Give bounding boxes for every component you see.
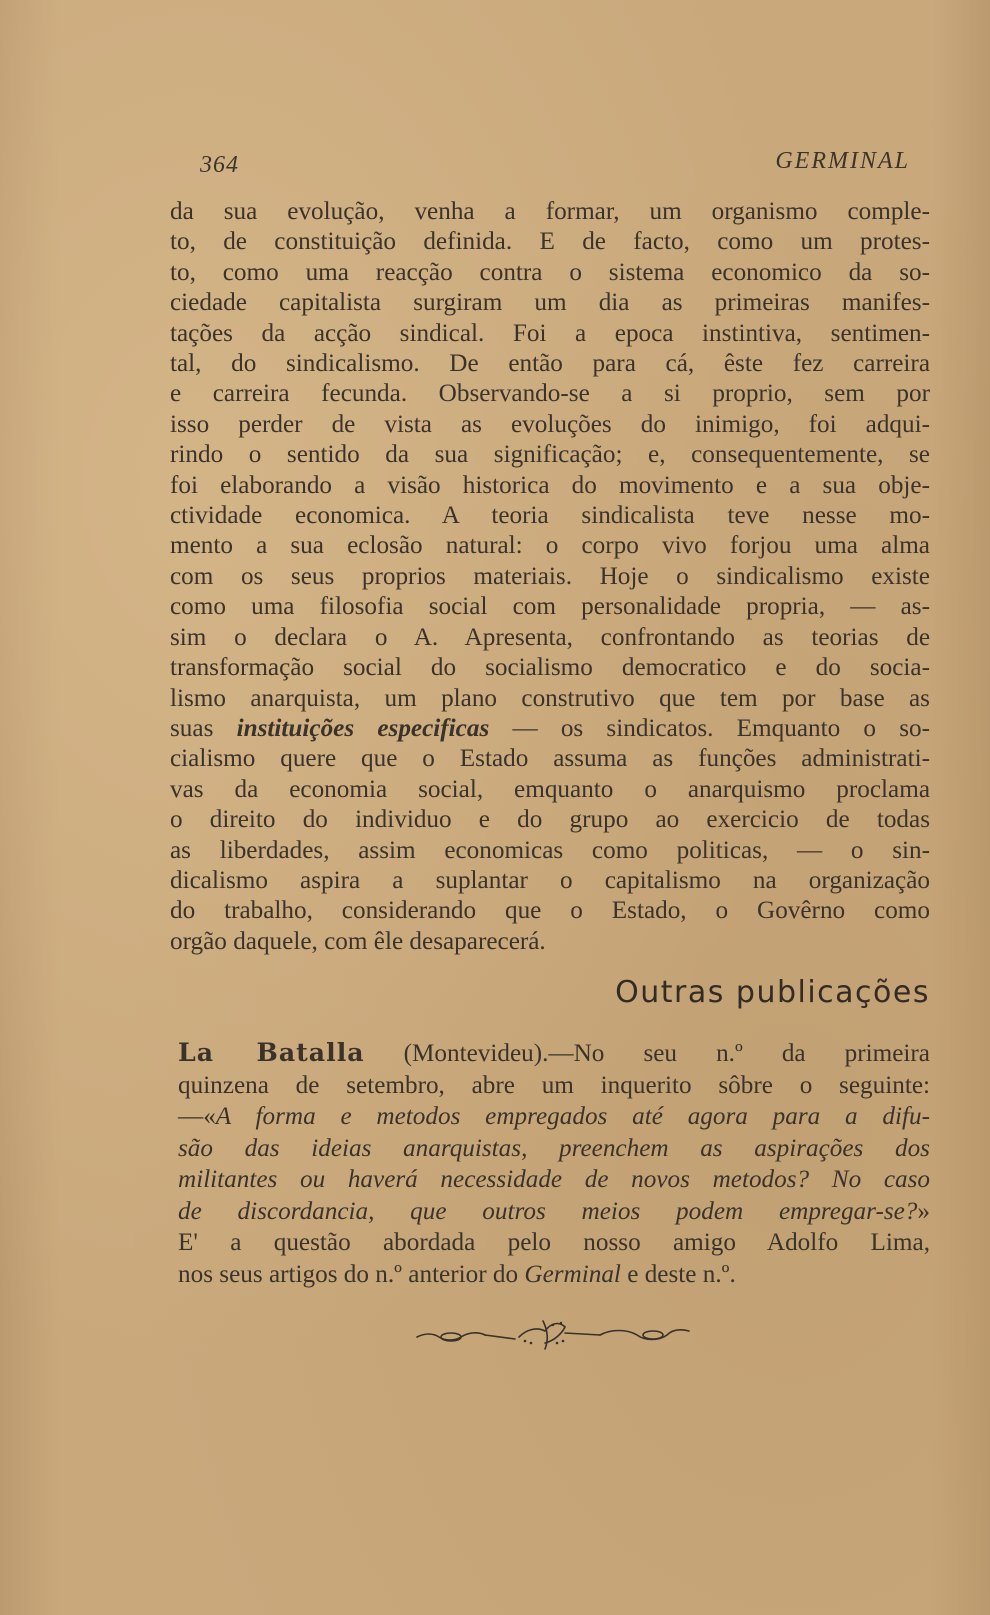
text-line: mento a sua eclosão natural: o corpo vivo forjou uma alma [170, 532, 930, 560]
emphasized-phrase: instituições especificas [236, 714, 490, 742]
text-line: rindo o sentido da sua significação; e, consequentemente, se [170, 441, 930, 469]
text-line: lismo anarquista, um plano construtivo que tem por base as [170, 684, 930, 712]
publication-line: de discordancia, que outros meios podem empregar-se?» [178, 1197, 930, 1225]
text-line: da sua evolução, venha a formar, um organismo comple- [170, 198, 930, 225]
text-line: foi elaborando a visão historica do movimento e a sua obje- [170, 471, 930, 499]
text-line: as liberdades, assim economicas como politicas, — o sin- [170, 836, 930, 864]
publication-line: militantes ou haverá necessidade de novos metodos? No caso [178, 1166, 930, 1193]
text-line: o direito do individuo e do grupo ao exercicio de todas [170, 806, 930, 834]
publication-line: quinzena de setembro, abre um inquerito sôbre o seguinte: [178, 1071, 930, 1099]
ornament-divider-icon [415, 1315, 695, 1355]
text-line: cialismo quere que o Estado assuma as funções administrati- [170, 745, 930, 773]
text-line: tal, do sindicalismo. De então para cá, êste fez carreira [170, 350, 930, 378]
body-paragraph [170, 197, 930, 957]
publication-line: nos seus artigos do n.º anterior do Germinal e deste n.º. [178, 1260, 736, 1288]
publication-line: La Batalla (Montevideu).—No seu n.º da primeira [178, 1037, 930, 1067]
text-line: e carreira fecunda. Observando-se a si proprio, sem por [170, 380, 930, 408]
publication-line: E' a questão abordada pelo nosso amigo Adolfo Lima, [178, 1229, 930, 1256]
text-line: suas instituições especificas — os sindicatos. Emquanto o so- [170, 714, 930, 742]
text-line: isso perder de vista as evoluções do inimigo, foi adqui- [170, 410, 930, 438]
text-line: ctividade economica. A teoria sindicalista teve nesse mo- [170, 502, 930, 530]
text-line: como uma filosofia social com personalidade propria, — as- [170, 593, 930, 621]
publication-name: La Batalla [178, 1037, 365, 1067]
text-line: com os seus proprios materiais. Hoje o sindicalismo existe [170, 562, 930, 590]
section-heading: Outras publicações [615, 975, 930, 1010]
text-line: orgão daquele, com êle desaparecerá. [170, 927, 546, 955]
text-line: ciedade capitalista surgiram um dia as primeiras manifes- [170, 289, 930, 317]
text-line: to, como uma reacção contra o sistema economico da so- [170, 258, 930, 286]
running-title: GERMINAL [775, 148, 910, 174]
text-line: vas da economia social, emquanto o anarquismo proclama [170, 775, 930, 803]
page-header [200, 148, 910, 184]
publication-line: são das ideias anarquistas, preenchem as aspirações dos [178, 1134, 930, 1162]
text-line: sim o declara o A. Apresenta, confrontando as teorias de [170, 623, 930, 651]
publication-notice [178, 1037, 930, 1290]
text-line: transformação social do socialismo democratico e do socia- [170, 654, 930, 682]
page-number: 364 [200, 152, 239, 178]
text-line: dicalismo aspira a suplantar o capitalismo na organização [170, 866, 930, 894]
text-line: do trabalho, considerando que o Estado, o Govêrno como [170, 897, 930, 925]
text-line: to, de constituição definida. E de facto, como um protes- [170, 228, 930, 256]
text-line: tações da acção sindical. Foi a epoca instintiva, sentimen- [170, 319, 930, 347]
publication-line: —«A forma e metodos empregados até agora para a difu- [178, 1103, 930, 1130]
